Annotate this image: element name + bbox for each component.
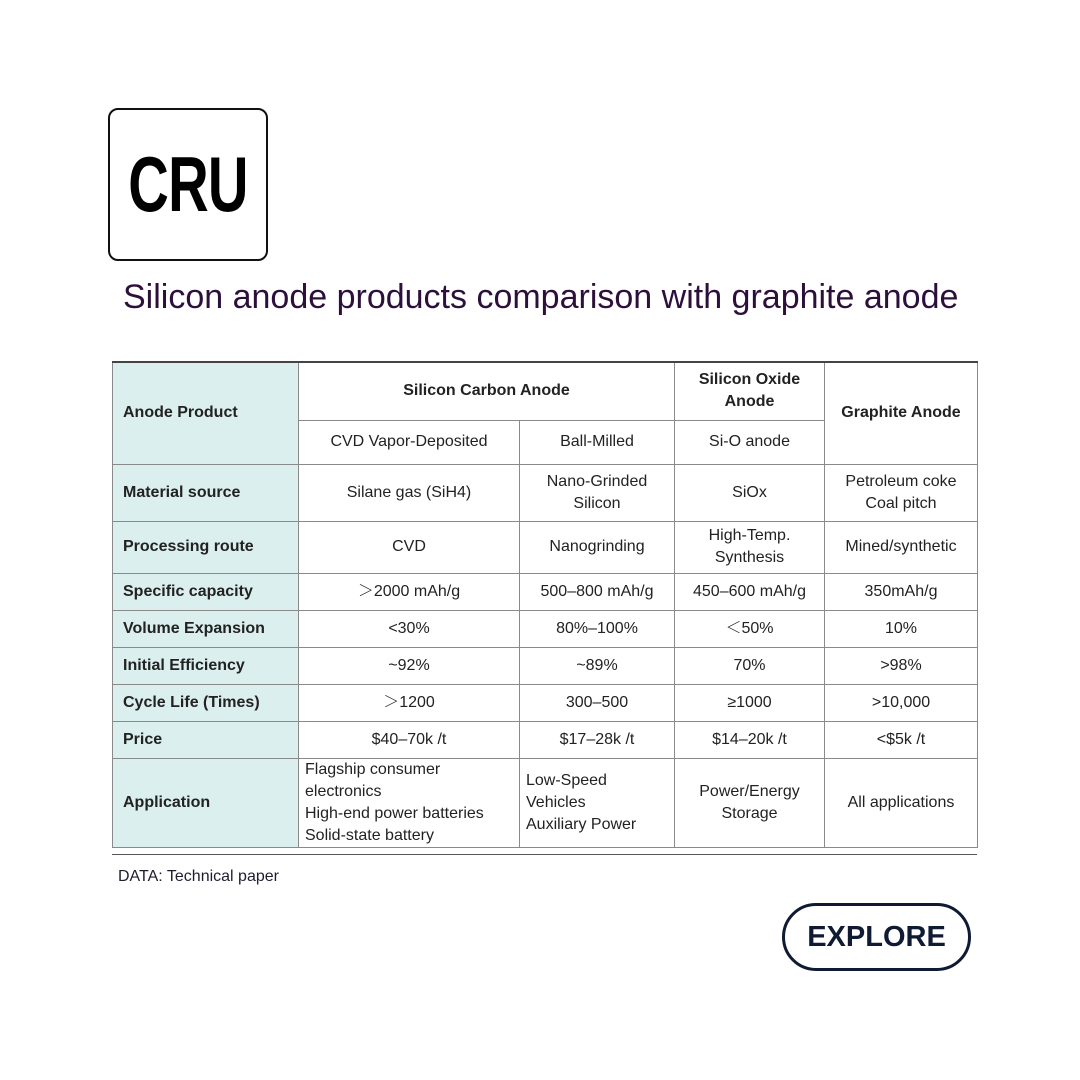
divider-line <box>112 854 977 855</box>
table-row <box>113 647 978 684</box>
table-cell <box>520 521 675 573</box>
table-row <box>113 758 978 847</box>
cell-line: Flagship consumer <box>305 760 441 778</box>
cell-line: Silane gas (SiH4) <box>346 483 472 501</box>
cell-line: Power/Energy <box>699 782 800 800</box>
cell-line: Solid-state battery <box>305 826 434 844</box>
table-cell <box>299 521 520 573</box>
cell-line: Coal pitch <box>865 494 937 512</box>
row-label: Initial Efficiency <box>113 647 299 684</box>
table-cell <box>299 573 520 610</box>
table-cell <box>299 464 520 521</box>
table-cell <box>675 573 825 610</box>
table-cell <box>520 758 675 847</box>
cell-line: Synthesis <box>714 549 785 566</box>
cru-logo <box>108 108 268 261</box>
cell-line: Silicon <box>573 494 621 512</box>
table-cell <box>825 573 978 610</box>
cell-line: 10% <box>884 619 918 637</box>
cell-line: ＞2000 mAh/g <box>357 582 461 600</box>
cell-line: Storage <box>721 804 778 822</box>
cell-line: Nanogrinding <box>549 538 645 555</box>
cell-line: 500–800 mAh/g <box>540 582 654 600</box>
table-row <box>113 464 978 521</box>
cell-line: $14–20k /t <box>712 730 787 748</box>
table-cell <box>520 573 675 610</box>
cell-line: Nano-Grinded <box>546 472 648 490</box>
header-graphite: Graphite Anode <box>825 362 978 464</box>
comparison-table <box>112 361 978 848</box>
header-silicon-oxide-line-2: Anode <box>724 393 775 411</box>
subheader-si-o: Si-O anode <box>675 420 825 464</box>
table-row <box>113 721 978 758</box>
cell-line: CVD <box>392 538 426 555</box>
table-cell <box>825 464 978 521</box>
cell-line: <$5k /t <box>876 730 926 748</box>
header-silicon-oxide-line-1: Silicon Oxide <box>698 371 801 389</box>
cell-line: Vehicles <box>526 793 586 811</box>
table-cell <box>675 721 825 758</box>
page-title: Silicon anode products comparison with graphite anode <box>123 278 959 316</box>
cell-line: $17–28k /t <box>559 730 635 748</box>
cell-line: Petroleum coke <box>845 472 957 490</box>
header-silicon-carbon: Silicon Carbon Anode <box>299 362 675 420</box>
cell-line: Low-Speed <box>526 771 607 789</box>
table-cell <box>825 521 978 573</box>
row-label: Application <box>113 758 299 847</box>
table-cell <box>675 610 825 647</box>
table-row <box>113 573 978 610</box>
table-cell <box>299 647 520 684</box>
cell-line: $40–70k /t <box>371 730 447 748</box>
cell-line: 350mAh/g <box>864 582 938 600</box>
table-cell <box>520 721 675 758</box>
cell-line: >98% <box>880 656 922 674</box>
table-cell <box>299 684 520 721</box>
row-label: Material source <box>113 464 299 521</box>
table-cell <box>675 758 825 847</box>
table-cell <box>825 647 978 684</box>
cell-line: 450–600 mAh/g <box>693 582 806 600</box>
row-label: Volume Expansion <box>113 610 299 647</box>
cell-line: ~89% <box>576 656 618 674</box>
cell-line: Auxiliary Power <box>526 815 637 833</box>
table-row <box>113 610 978 647</box>
table-corner-header: Anode Product <box>113 362 299 464</box>
table-cell <box>675 647 825 684</box>
table-cell <box>675 521 825 573</box>
row-label: Cycle Life (Times) <box>113 684 299 721</box>
table-cell <box>520 684 675 721</box>
cell-line: <30% <box>388 619 430 637</box>
cell-line: High-Temp. <box>708 527 791 544</box>
cell-line: ≥1000 <box>727 693 772 711</box>
table-cell <box>825 610 978 647</box>
cell-line: Mined/synthetic <box>845 538 957 555</box>
subheader-ball-milled: Ball-Milled <box>520 420 675 464</box>
subheader-cvd: CVD Vapor-Deposited <box>299 420 520 464</box>
table-cell <box>675 464 825 521</box>
cell-line: electronics <box>305 782 382 800</box>
row-label: Specific capacity <box>113 573 299 610</box>
table-cell <box>299 721 520 758</box>
cell-line: 300–500 <box>565 693 629 711</box>
row-label: Price <box>113 721 299 758</box>
cell-line: >10,000 <box>871 693 931 711</box>
cell-line: All applications <box>847 793 955 811</box>
logo-text: CRU <box>128 140 248 228</box>
cell-line: ＜50% <box>725 619 774 637</box>
data-source-note: DATA: Technical paper <box>118 868 279 885</box>
explore-button[interactable]: EXPLORE <box>782 903 971 971</box>
row-label: Processing route <box>113 521 299 573</box>
cell-line: 80%–100% <box>556 619 638 637</box>
cell-line: ~92% <box>388 656 430 674</box>
table-cell <box>299 758 520 847</box>
table-row <box>113 521 978 573</box>
table-cell <box>520 610 675 647</box>
table-cell <box>675 684 825 721</box>
table-cell <box>825 684 978 721</box>
table-cell <box>825 721 978 758</box>
header-silicon-oxide <box>675 362 825 420</box>
cell-line: 70% <box>733 656 766 674</box>
cell-line: ＞1200 <box>383 693 435 711</box>
cell-line: SiOx <box>732 483 767 501</box>
table-cell <box>299 610 520 647</box>
table-header-row <box>113 362 978 420</box>
table-cell <box>520 464 675 521</box>
table-row <box>113 684 978 721</box>
cell-line: High-end power batteries <box>305 804 484 822</box>
table-cell <box>520 647 675 684</box>
table-cell <box>825 758 978 847</box>
